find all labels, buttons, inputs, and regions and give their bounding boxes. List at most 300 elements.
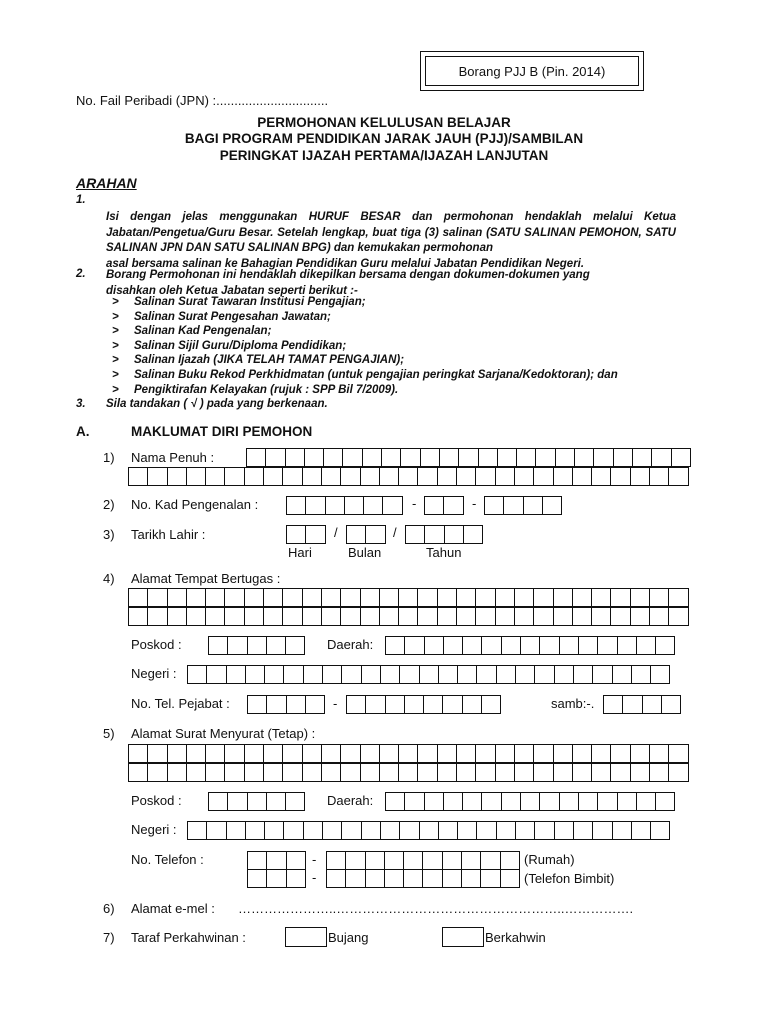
character-box[interactable] xyxy=(669,468,688,486)
character-box[interactable] xyxy=(611,468,630,486)
character-box[interactable] xyxy=(322,468,341,486)
character-box[interactable] xyxy=(188,666,207,684)
character-box[interactable] xyxy=(611,608,630,626)
character-box[interactable] xyxy=(405,793,424,811)
character-box[interactable] xyxy=(326,497,345,515)
character-box[interactable] xyxy=(366,696,385,714)
extension-input[interactable] xyxy=(603,695,681,714)
character-box[interactable] xyxy=(458,822,477,840)
character-box[interactable] xyxy=(444,497,463,515)
character-box[interactable] xyxy=(304,822,323,840)
character-box[interactable] xyxy=(574,666,593,684)
character-box[interactable] xyxy=(248,637,267,655)
character-box[interactable] xyxy=(362,822,381,840)
character-box[interactable] xyxy=(418,589,437,607)
character-box[interactable] xyxy=(287,852,306,870)
character-box[interactable] xyxy=(632,666,651,684)
character-box[interactable] xyxy=(148,745,167,763)
character-box[interactable] xyxy=(187,468,206,486)
character-box[interactable] xyxy=(306,526,325,544)
character-box[interactable] xyxy=(323,666,342,684)
character-box[interactable] xyxy=(168,764,187,782)
character-box[interactable] xyxy=(287,497,306,515)
character-box[interactable] xyxy=(248,696,267,714)
character-box[interactable] xyxy=(462,870,481,888)
work-state-input[interactable] xyxy=(187,665,670,684)
character-box[interactable] xyxy=(245,468,264,486)
character-box[interactable] xyxy=(401,449,420,467)
character-box[interactable] xyxy=(404,870,423,888)
character-box[interactable] xyxy=(385,870,404,888)
character-box[interactable] xyxy=(613,822,632,840)
character-box[interactable] xyxy=(482,793,501,811)
character-box[interactable] xyxy=(554,745,573,763)
character-box[interactable] xyxy=(534,745,553,763)
character-box[interactable] xyxy=(303,589,322,607)
character-box[interactable] xyxy=(535,822,554,840)
character-box[interactable] xyxy=(380,764,399,782)
character-box[interactable] xyxy=(284,666,303,684)
character-box[interactable] xyxy=(283,608,302,626)
character-box[interactable] xyxy=(303,608,322,626)
character-box[interactable] xyxy=(248,870,267,888)
character-box[interactable] xyxy=(366,852,385,870)
character-box[interactable] xyxy=(579,637,598,655)
character-box[interactable] xyxy=(343,449,362,467)
character-box[interactable] xyxy=(443,696,462,714)
character-box[interactable] xyxy=(650,764,669,782)
character-box[interactable] xyxy=(264,764,283,782)
character-box[interactable] xyxy=(651,822,670,840)
character-box[interactable] xyxy=(305,449,324,467)
character-box[interactable] xyxy=(341,608,360,626)
character-box[interactable] xyxy=(534,608,553,626)
character-box[interactable] xyxy=(187,745,206,763)
character-box[interactable] xyxy=(267,852,286,870)
character-box[interactable] xyxy=(573,589,592,607)
character-box[interactable] xyxy=(536,449,555,467)
character-box[interactable] xyxy=(322,745,341,763)
character-box[interactable] xyxy=(386,637,405,655)
character-box[interactable] xyxy=(501,870,520,888)
character-box[interactable] xyxy=(457,589,476,607)
character-box[interactable] xyxy=(440,449,459,467)
character-box[interactable] xyxy=(421,449,440,467)
character-box[interactable] xyxy=(266,449,285,467)
character-box[interactable] xyxy=(361,589,380,607)
character-box[interactable] xyxy=(423,852,442,870)
character-box[interactable] xyxy=(342,666,361,684)
character-box[interactable] xyxy=(481,870,500,888)
character-box[interactable] xyxy=(554,764,573,782)
ic-number-part-2[interactable] xyxy=(424,496,464,515)
character-box[interactable] xyxy=(464,526,483,544)
character-box[interactable] xyxy=(227,666,246,684)
character-box[interactable] xyxy=(306,497,325,515)
character-box[interactable] xyxy=(380,468,399,486)
character-box[interactable] xyxy=(593,666,612,684)
character-box[interactable] xyxy=(341,764,360,782)
character-box[interactable] xyxy=(438,764,457,782)
character-box[interactable] xyxy=(593,822,612,840)
character-box[interactable] xyxy=(405,637,424,655)
character-box[interactable] xyxy=(246,822,265,840)
character-box[interactable] xyxy=(459,449,478,467)
full-name-row-2[interactable] xyxy=(128,467,689,486)
character-box[interactable] xyxy=(656,637,675,655)
character-box[interactable] xyxy=(521,793,540,811)
character-box[interactable] xyxy=(247,449,266,467)
character-box[interactable] xyxy=(303,745,322,763)
character-box[interactable] xyxy=(476,764,495,782)
character-box[interactable] xyxy=(267,637,286,655)
character-box[interactable] xyxy=(129,589,148,607)
character-box[interactable] xyxy=(592,745,611,763)
office-phone-number[interactable] xyxy=(346,695,501,714)
character-box[interactable] xyxy=(418,745,437,763)
character-box[interactable] xyxy=(188,822,207,840)
character-box[interactable] xyxy=(399,608,418,626)
character-box[interactable] xyxy=(129,468,148,486)
character-box[interactable] xyxy=(248,852,267,870)
character-box[interactable] xyxy=(404,852,423,870)
character-box[interactable] xyxy=(225,764,244,782)
character-box[interactable] xyxy=(405,696,424,714)
character-box[interactable] xyxy=(443,852,462,870)
character-box[interactable] xyxy=(534,764,553,782)
character-box[interactable] xyxy=(206,589,225,607)
character-box[interactable] xyxy=(496,468,515,486)
character-box[interactable] xyxy=(476,608,495,626)
character-box[interactable] xyxy=(618,637,637,655)
office-phone-area[interactable] xyxy=(247,695,325,714)
character-box[interactable] xyxy=(556,449,575,467)
character-box[interactable] xyxy=(168,589,187,607)
character-box[interactable] xyxy=(604,696,623,714)
character-box[interactable] xyxy=(662,696,681,714)
character-box[interactable] xyxy=(283,745,302,763)
character-box[interactable] xyxy=(524,497,543,515)
married-checkbox[interactable] xyxy=(442,927,484,947)
character-box[interactable] xyxy=(267,696,286,714)
character-box[interactable] xyxy=(497,666,516,684)
character-box[interactable] xyxy=(265,822,284,840)
character-box[interactable] xyxy=(669,764,688,782)
character-box[interactable] xyxy=(382,449,401,467)
character-box[interactable] xyxy=(399,745,418,763)
character-box[interactable] xyxy=(504,497,523,515)
character-box[interactable] xyxy=(573,745,592,763)
character-box[interactable] xyxy=(418,764,437,782)
character-box[interactable] xyxy=(579,793,598,811)
character-box[interactable] xyxy=(573,608,592,626)
mobile-phone-number[interactable] xyxy=(326,869,520,888)
character-box[interactable] xyxy=(385,852,404,870)
character-box[interactable] xyxy=(438,468,457,486)
character-box[interactable] xyxy=(669,745,688,763)
character-box[interactable] xyxy=(613,666,632,684)
home-phone-number[interactable] xyxy=(326,851,520,870)
character-box[interactable] xyxy=(361,764,380,782)
character-box[interactable] xyxy=(129,608,148,626)
character-box[interactable] xyxy=(439,822,458,840)
character-box[interactable] xyxy=(438,745,457,763)
character-box[interactable] xyxy=(265,666,284,684)
character-box[interactable] xyxy=(463,696,482,714)
character-box[interactable] xyxy=(643,696,662,714)
ic-number-part-3[interactable] xyxy=(484,496,562,515)
character-box[interactable] xyxy=(380,608,399,626)
mail-state-input[interactable] xyxy=(187,821,670,840)
character-box[interactable] xyxy=(361,468,380,486)
character-box[interactable] xyxy=(554,608,573,626)
character-box[interactable] xyxy=(482,637,501,655)
character-box[interactable] xyxy=(457,608,476,626)
character-box[interactable] xyxy=(286,793,305,811)
character-box[interactable] xyxy=(380,745,399,763)
character-box[interactable] xyxy=(380,589,399,607)
character-box[interactable] xyxy=(341,745,360,763)
character-box[interactable] xyxy=(324,449,343,467)
character-box[interactable] xyxy=(129,745,148,763)
email-field[interactable]: …………………..……………………………………………..……………. xyxy=(238,901,634,916)
character-box[interactable] xyxy=(618,793,637,811)
character-box[interactable] xyxy=(611,745,630,763)
character-box[interactable] xyxy=(245,608,264,626)
character-box[interactable] xyxy=(420,666,439,684)
character-box[interactable] xyxy=(168,608,187,626)
character-box[interactable] xyxy=(476,589,495,607)
character-box[interactable] xyxy=(540,637,559,655)
character-box[interactable] xyxy=(521,637,540,655)
character-box[interactable] xyxy=(327,852,346,870)
birth-year-input[interactable] xyxy=(405,525,483,544)
character-box[interactable] xyxy=(400,666,419,684)
character-box[interactable] xyxy=(611,764,630,782)
character-box[interactable] xyxy=(444,637,463,655)
character-box[interactable] xyxy=(463,793,482,811)
character-box[interactable] xyxy=(631,468,650,486)
character-box[interactable] xyxy=(633,449,652,467)
character-box[interactable] xyxy=(575,449,594,467)
character-box[interactable] xyxy=(439,666,458,684)
character-box[interactable] xyxy=(361,608,380,626)
character-box[interactable] xyxy=(555,666,574,684)
character-box[interactable] xyxy=(560,637,579,655)
character-box[interactable] xyxy=(650,745,669,763)
character-box[interactable] xyxy=(323,822,342,840)
character-box[interactable] xyxy=(534,468,553,486)
character-box[interactable] xyxy=(496,764,515,782)
character-box[interactable] xyxy=(502,793,521,811)
character-box[interactable] xyxy=(637,637,656,655)
character-box[interactable] xyxy=(187,608,206,626)
character-box[interactable] xyxy=(614,449,633,467)
character-box[interactable] xyxy=(637,793,656,811)
character-box[interactable] xyxy=(209,793,228,811)
character-box[interactable] xyxy=(245,745,264,763)
character-box[interactable] xyxy=(463,637,482,655)
character-box[interactable] xyxy=(534,589,553,607)
character-box[interactable] xyxy=(304,666,323,684)
character-box[interactable] xyxy=(573,468,592,486)
character-box[interactable] xyxy=(420,822,439,840)
character-box[interactable] xyxy=(476,745,495,763)
mailing-address-row-1[interactable] xyxy=(128,744,689,763)
character-box[interactable] xyxy=(228,637,247,655)
character-box[interactable] xyxy=(555,822,574,840)
character-box[interactable] xyxy=(264,608,283,626)
character-box[interactable] xyxy=(496,745,515,763)
character-box[interactable] xyxy=(148,468,167,486)
ic-number-part-1[interactable] xyxy=(286,496,403,515)
character-box[interactable] xyxy=(206,764,225,782)
character-box[interactable] xyxy=(438,608,457,626)
character-box[interactable] xyxy=(342,822,361,840)
character-box[interactable] xyxy=(554,468,573,486)
character-box[interactable] xyxy=(303,764,322,782)
character-box[interactable] xyxy=(477,822,496,840)
character-box[interactable] xyxy=(515,764,534,782)
character-box[interactable] xyxy=(598,793,617,811)
work-address-row-2[interactable] xyxy=(128,607,689,626)
character-box[interactable] xyxy=(623,696,642,714)
character-box[interactable] xyxy=(650,589,669,607)
character-box[interactable] xyxy=(418,468,437,486)
character-box[interactable] xyxy=(346,870,365,888)
character-box[interactable] xyxy=(399,468,418,486)
character-box[interactable] xyxy=(322,764,341,782)
character-box[interactable] xyxy=(341,589,360,607)
character-box[interactable] xyxy=(341,468,360,486)
character-box[interactable] xyxy=(209,637,228,655)
character-box[interactable] xyxy=(322,608,341,626)
character-box[interactable] xyxy=(284,822,303,840)
character-box[interactable] xyxy=(672,449,691,467)
single-checkbox[interactable] xyxy=(285,927,327,947)
character-box[interactable] xyxy=(425,526,444,544)
character-box[interactable] xyxy=(399,589,418,607)
character-box[interactable] xyxy=(286,449,305,467)
home-phone-area[interactable] xyxy=(247,851,306,870)
character-box[interactable] xyxy=(652,449,671,467)
character-box[interactable] xyxy=(206,745,225,763)
mobile-phone-area[interactable] xyxy=(247,869,306,888)
character-box[interactable] xyxy=(346,852,365,870)
character-box[interactable] xyxy=(129,764,148,782)
character-box[interactable] xyxy=(631,608,650,626)
character-box[interactable] xyxy=(168,745,187,763)
character-box[interactable] xyxy=(444,793,463,811)
character-box[interactable] xyxy=(517,449,536,467)
character-box[interactable] xyxy=(283,589,302,607)
character-box[interactable] xyxy=(515,608,534,626)
character-box[interactable] xyxy=(287,526,306,544)
character-box[interactable] xyxy=(631,764,650,782)
character-box[interactable] xyxy=(406,526,425,544)
character-box[interactable] xyxy=(206,468,225,486)
character-box[interactable] xyxy=(361,745,380,763)
character-box[interactable] xyxy=(651,666,670,684)
character-box[interactable] xyxy=(283,764,302,782)
character-box[interactable] xyxy=(543,497,562,515)
character-box[interactable] xyxy=(418,608,437,626)
character-box[interactable] xyxy=(246,666,265,684)
character-box[interactable] xyxy=(187,589,206,607)
character-box[interactable] xyxy=(592,764,611,782)
character-box[interactable] xyxy=(248,793,267,811)
character-box[interactable] xyxy=(515,745,534,763)
character-box[interactable] xyxy=(245,589,264,607)
character-box[interactable] xyxy=(611,589,630,607)
character-box[interactable] xyxy=(400,822,419,840)
character-box[interactable] xyxy=(631,589,650,607)
character-box[interactable] xyxy=(423,870,442,888)
character-box[interactable] xyxy=(148,589,167,607)
character-box[interactable] xyxy=(540,793,559,811)
character-box[interactable] xyxy=(457,468,476,486)
character-box[interactable] xyxy=(264,589,283,607)
character-box[interactable] xyxy=(383,497,402,515)
character-box[interactable] xyxy=(386,793,405,811)
character-box[interactable] xyxy=(650,608,669,626)
character-box[interactable] xyxy=(438,589,457,607)
character-box[interactable] xyxy=(632,822,651,840)
character-box[interactable] xyxy=(631,745,650,763)
character-box[interactable] xyxy=(264,745,283,763)
character-box[interactable] xyxy=(363,449,382,467)
character-box[interactable] xyxy=(148,608,167,626)
character-box[interactable] xyxy=(477,666,496,684)
character-box[interactable] xyxy=(225,608,244,626)
mail-district-input[interactable] xyxy=(385,792,675,811)
character-box[interactable] xyxy=(598,637,617,655)
character-box[interactable] xyxy=(481,852,500,870)
character-box[interactable] xyxy=(516,666,535,684)
character-box[interactable] xyxy=(574,822,593,840)
character-box[interactable] xyxy=(399,764,418,782)
character-box[interactable] xyxy=(656,793,675,811)
character-box[interactable] xyxy=(485,497,504,515)
character-box[interactable] xyxy=(445,526,464,544)
character-box[interactable] xyxy=(554,589,573,607)
character-box[interactable] xyxy=(669,608,688,626)
character-box[interactable] xyxy=(286,637,305,655)
character-box[interactable] xyxy=(267,870,286,888)
character-box[interactable] xyxy=(381,822,400,840)
character-box[interactable] xyxy=(592,468,611,486)
character-box[interactable] xyxy=(497,822,516,840)
character-box[interactable] xyxy=(267,793,286,811)
character-box[interactable] xyxy=(322,589,341,607)
character-box[interactable] xyxy=(245,764,264,782)
character-box[interactable] xyxy=(381,666,400,684)
character-box[interactable] xyxy=(650,468,669,486)
character-box[interactable] xyxy=(515,589,534,607)
character-box[interactable] xyxy=(594,449,613,467)
character-box[interactable] xyxy=(386,696,405,714)
character-box[interactable] xyxy=(306,696,325,714)
character-box[interactable] xyxy=(560,793,579,811)
birth-month-input[interactable] xyxy=(346,525,386,544)
character-box[interactable] xyxy=(425,793,444,811)
character-box[interactable] xyxy=(187,764,206,782)
character-box[interactable] xyxy=(287,696,306,714)
character-box[interactable] xyxy=(498,449,517,467)
character-box[interactable] xyxy=(479,449,498,467)
work-district-input[interactable] xyxy=(385,636,675,655)
character-box[interactable] xyxy=(207,666,226,684)
